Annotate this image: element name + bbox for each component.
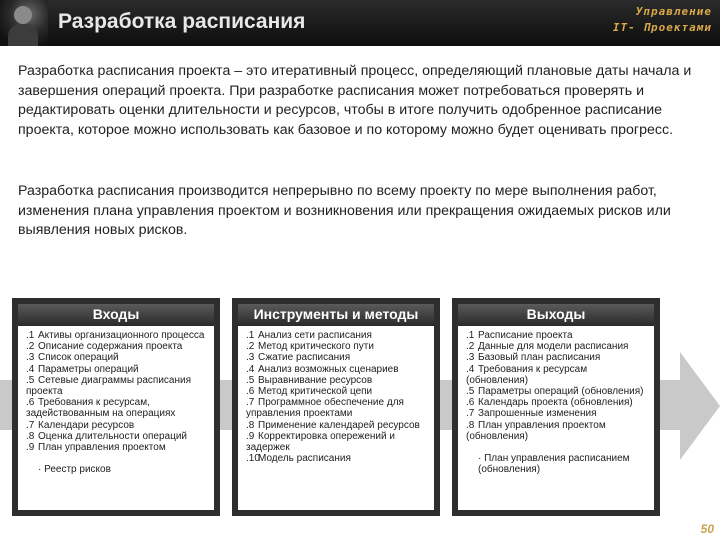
list-item-text: Применение календарей ресурсов bbox=[258, 419, 420, 431]
list-item bbox=[246, 375, 430, 386]
tools-box bbox=[232, 298, 440, 516]
list-item-text: Модель расписания bbox=[258, 453, 351, 465]
list-item-number: .6 bbox=[466, 397, 475, 409]
list-item bbox=[466, 420, 650, 442]
list-item bbox=[246, 397, 430, 419]
list-item-text: Активы организационного процесса bbox=[38, 330, 205, 341]
list-item-text: Анализ сети расписания bbox=[258, 330, 372, 341]
list-item-number: .1 bbox=[26, 330, 35, 341]
person-head-shape bbox=[14, 6, 32, 24]
inputs-header: Входы bbox=[18, 304, 214, 326]
list-item-text: Сжатие расписания bbox=[258, 352, 351, 364]
list-item bbox=[26, 431, 210, 442]
list-item bbox=[466, 442, 650, 476]
second-paragraph: Разработка расписания производится непрерывно по всему проекту по мере выполнения работ, изменения плана управления проектом и возникновения или прекращения ожидаемых рисков или выявления новых рисков. bbox=[18, 183, 671, 238]
list-item-text: · Реестр рисков bbox=[38, 464, 111, 476]
list-item-text: Календари ресурсов bbox=[38, 419, 135, 431]
list-item-number: .1 bbox=[246, 330, 255, 341]
list-item-text: Расписание проекта bbox=[478, 330, 573, 341]
list-item-number: .7 bbox=[466, 408, 475, 420]
list-item-text: Оценка длительности операций bbox=[38, 430, 187, 442]
list-item-number: .5 bbox=[466, 386, 475, 398]
list-item-number: .5 bbox=[26, 374, 35, 386]
list-item bbox=[246, 386, 430, 397]
list-item-number: .2 bbox=[26, 341, 35, 353]
list-item-text: Базовый план расписания bbox=[478, 352, 601, 364]
list-item bbox=[26, 453, 210, 475]
list-item-number: .4 bbox=[26, 363, 35, 375]
slide-header bbox=[0, 0, 720, 46]
tools-list bbox=[238, 326, 434, 464]
intro-paragraph: Разработка расписания проекта – это итеративный процесс, определяющий плановые даты начала и завершения операций проекта. При разработке расписания может потребоваться проверять и редактировать оценки длительности и ресурсов, чтобы в итоге получить одобренное расписание проекта, которое можно использовать как базовое и по которому можно будет оценивать прогресс. bbox=[18, 63, 692, 138]
outputs-list bbox=[458, 326, 654, 476]
list-item-text: Календарь проекта (обновления) bbox=[478, 397, 633, 409]
list-item-text: Метод критического пути bbox=[258, 341, 374, 353]
list-item-text: Требования к ресурсам (обновления) bbox=[466, 363, 588, 386]
list-item bbox=[246, 420, 430, 431]
list-item bbox=[26, 341, 210, 352]
list-item bbox=[246, 453, 430, 464]
list-item-text: Параметры операций bbox=[38, 363, 139, 375]
list-item-text: Требования к ресурсам, задействованным на операциях bbox=[26, 397, 176, 420]
list-item-number: .5 bbox=[246, 374, 255, 386]
list-item bbox=[466, 397, 650, 408]
list-item bbox=[26, 442, 210, 453]
list-item-text: Сетевые диаграммы расписания проекта bbox=[26, 374, 191, 398]
list-item bbox=[246, 431, 430, 453]
list-item bbox=[26, 375, 210, 397]
list-item-text: Выравнивание ресурсов bbox=[258, 374, 373, 386]
list-item bbox=[26, 420, 210, 431]
list-item-number: .2 bbox=[466, 341, 475, 353]
list-item-number: .1 bbox=[466, 330, 475, 341]
list-item-number: .8 bbox=[246, 419, 255, 431]
list-item-text: Запрошенные изменения bbox=[478, 408, 597, 420]
inputs-box bbox=[12, 298, 220, 516]
brand-logo bbox=[613, 4, 712, 36]
tools-header: Инструменты и методы bbox=[238, 304, 434, 326]
outputs-header: Выходы bbox=[458, 304, 654, 326]
list-item-number: .10 bbox=[246, 453, 260, 465]
list-item bbox=[26, 330, 210, 341]
list-item-text: План управления проектом bbox=[38, 442, 166, 454]
header-photo bbox=[0, 0, 48, 46]
page-number: 50 bbox=[700, 522, 714, 536]
list-item bbox=[466, 386, 650, 397]
list-item bbox=[246, 341, 430, 352]
list-item bbox=[246, 364, 430, 375]
list-item bbox=[26, 397, 210, 419]
list-item bbox=[466, 352, 650, 363]
list-item-number: .6 bbox=[246, 386, 255, 398]
list-item-number: .8 bbox=[466, 419, 475, 431]
list-item-number: .4 bbox=[246, 363, 255, 375]
list-item bbox=[246, 330, 430, 341]
list-item bbox=[466, 408, 650, 419]
list-item-text: План управления проектом (обновления) bbox=[466, 419, 606, 442]
brand-line-1: Управление bbox=[635, 5, 712, 18]
list-item-text: Список операций bbox=[38, 352, 119, 364]
list-item-text: · План управления расписанием (обновления) bbox=[478, 453, 630, 476]
inputs-list bbox=[18, 326, 214, 476]
list-item-text: Данные для модели расписания bbox=[478, 341, 629, 353]
list-item-text: Корректировка опережений и задержек bbox=[246, 430, 395, 454]
list-item bbox=[26, 352, 210, 363]
list-item-number: .3 bbox=[26, 352, 35, 364]
list-item-number: .7 bbox=[26, 419, 35, 431]
list-item bbox=[246, 352, 430, 363]
list-item-number: .7 bbox=[246, 397, 255, 409]
list-item-number: .8 bbox=[26, 430, 35, 442]
list-item-number: .6 bbox=[26, 397, 35, 409]
person-body-shape bbox=[8, 24, 38, 46]
list-item-text: Параметры операций (обновления) bbox=[478, 386, 644, 398]
list-item-number: .3 bbox=[246, 352, 255, 364]
process-arrow-head bbox=[680, 352, 720, 460]
brand-line-2: IT- Проектами bbox=[612, 21, 712, 34]
list-item-text: Метод критической цепи bbox=[258, 386, 373, 398]
list-item-text: Описание содержания проекта bbox=[38, 341, 183, 353]
list-item bbox=[466, 364, 650, 386]
outputs-box bbox=[452, 298, 660, 516]
list-item bbox=[466, 330, 650, 341]
list-item-number: .9 bbox=[26, 442, 35, 454]
list-item-number: .3 bbox=[466, 352, 475, 364]
list-item bbox=[466, 341, 650, 352]
list-item-number: .2 bbox=[246, 341, 255, 353]
list-item-text: Анализ возможных сценариев bbox=[258, 363, 399, 375]
list-item-number: .9 bbox=[246, 430, 255, 442]
list-item-number: .4 bbox=[466, 363, 475, 375]
slide-title: Разработка расписания bbox=[58, 10, 306, 33]
list-item bbox=[26, 364, 210, 375]
list-item-text: Программное обеспечение для управления проектами bbox=[246, 397, 404, 420]
